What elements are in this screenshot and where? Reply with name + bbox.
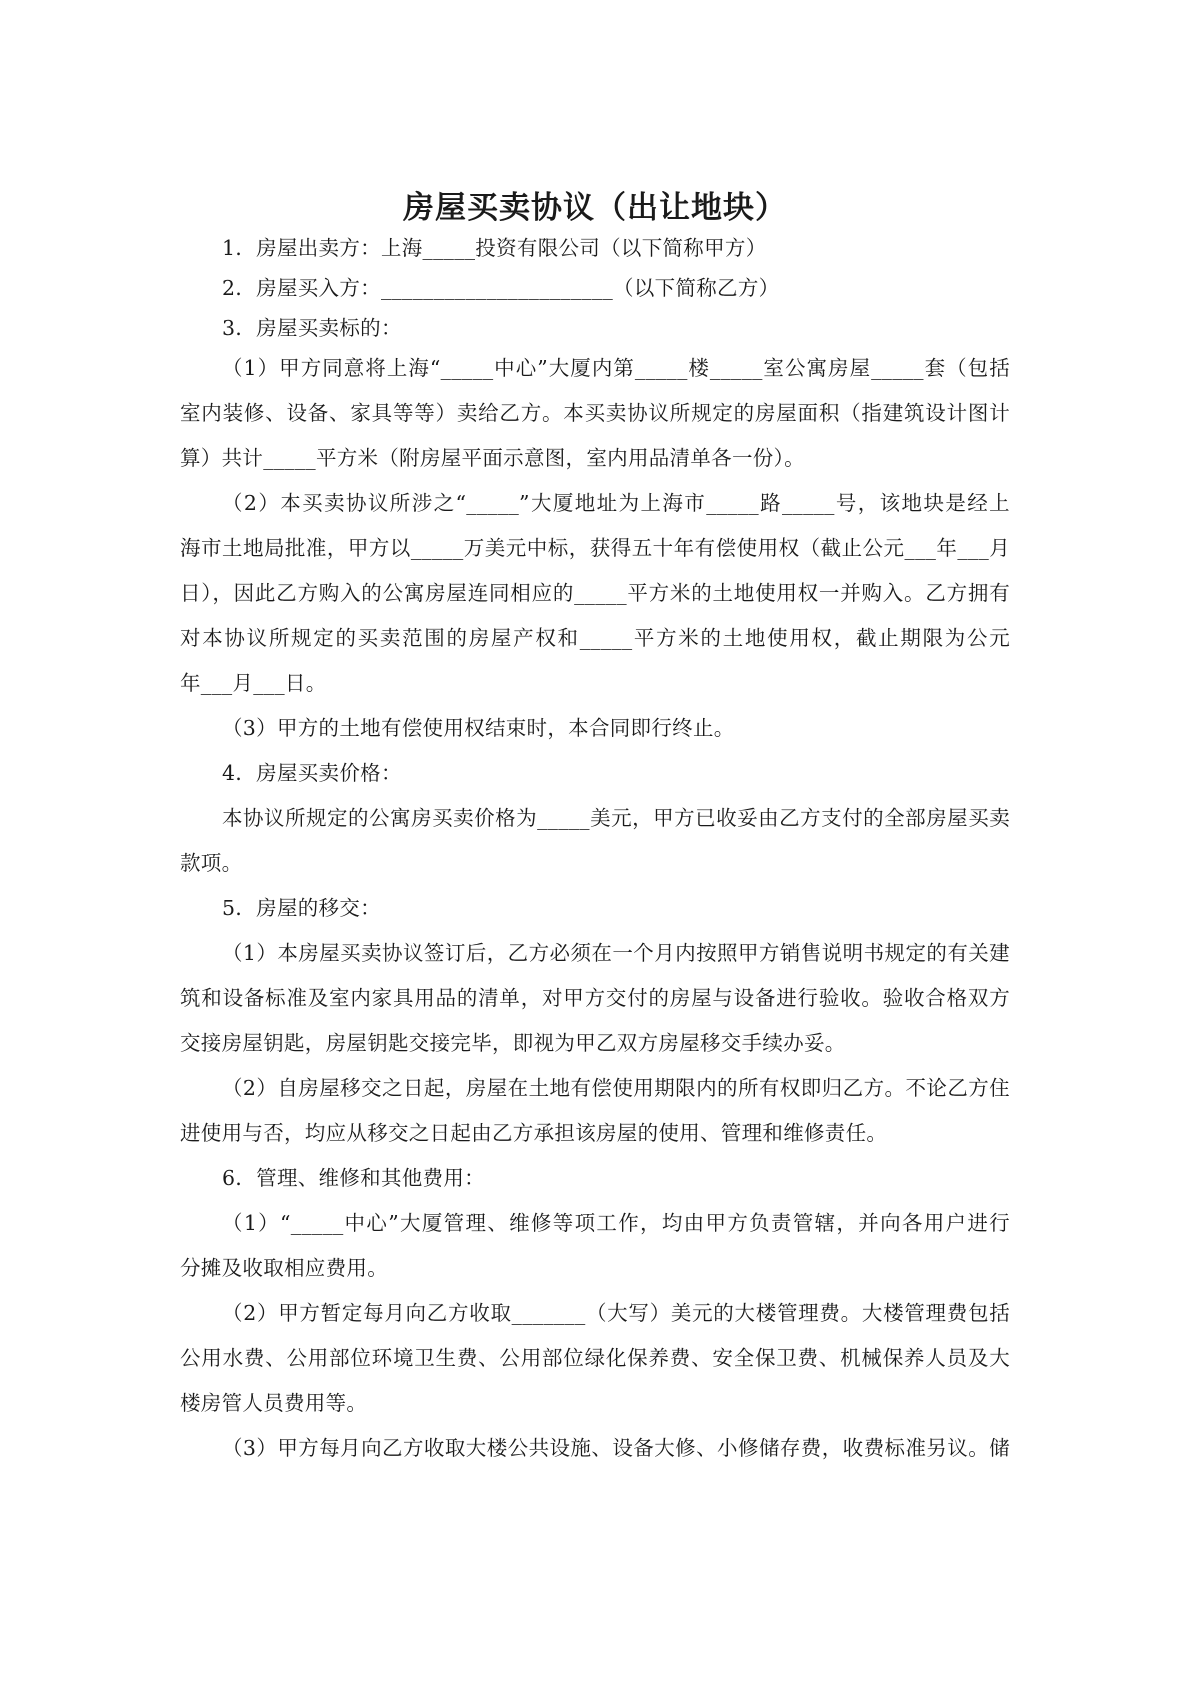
document-title: 房屋买卖协议（出让地块） xyxy=(403,190,787,226)
clause-6-2-line-3: 楼房管人员费用等。 xyxy=(180,1391,368,1415)
clause-5-1-line-1: （1）本房屋买卖协议签订后，乙方必须在一个月内按照甲方销售说明书规定的有关建 xyxy=(222,941,1010,965)
clause-5-1-line-3: 交接房屋钥匙，房屋钥匙交接完毕，即视为甲乙双方房屋移交手续办妥。 xyxy=(180,1031,846,1055)
clause-3-1-line-1: （1）甲方同意将上海“_____中心”大厦内第_____楼_____室公寓房屋_____套（包括 xyxy=(222,356,1010,380)
clause-6-heading: 6．管理、维修和其他费用： xyxy=(222,1166,485,1190)
clause-3-heading: 3．房屋买卖标的： xyxy=(222,316,402,340)
clause-4-line-2: 款项。 xyxy=(180,851,243,875)
clause-6-3-line-1: （3）甲方每月向乙方收取大楼公共设施、设备大修、小修储存费，收费标准另议。储 xyxy=(222,1436,1010,1460)
clause-3-1-line-2: 室内装修、设备、家具等等）卖给乙方。本买卖协议所规定的房屋面积（指建筑设计图计 xyxy=(180,401,1010,425)
clause-3-2-line-2: 海市土地局批准，甲方以_____万美元中标，获得五十年有偿使用权（截止公元___年___月 xyxy=(180,536,1010,560)
clause-1-seller: 1．房屋出卖方：上海_____投资有限公司（以下简称甲方） xyxy=(222,236,767,260)
clause-6-1-line-2: 分摊及收取相应费用。 xyxy=(180,1256,388,1280)
clause-5-heading: 5．房屋的移交： xyxy=(222,896,381,920)
clause-6-1-line-1: （1）“_____中心”大厦管理、维修等项工作，均由甲方负责管辖，并向各用户进行 xyxy=(222,1211,1010,1235)
clause-5-2-line-1: （2）自房屋移交之日起，房屋在土地有偿使用期限内的所有权即归乙方。不论乙方住 xyxy=(222,1076,1010,1100)
clause-4-line-1: 本协议所规定的公寓房买卖价格为_____美元，甲方已收妥由乙方支付的全部房屋买卖 xyxy=(222,806,1010,830)
clause-2-buyer: 2．房屋买入方：______________________（以下简称乙方） xyxy=(222,276,780,300)
clause-5-1-line-2: 筑和设备标准及室内家具用品的清单，对甲方交付的房屋与设备进行验收。验收合格双方 xyxy=(180,986,1010,1010)
clause-6-2-line-2: 公用水费、公用部位环境卫生费、公用部位绿化保养费、安全保卫费、机械保养人员及大 xyxy=(180,1346,1010,1370)
clause-4-heading: 4．房屋买卖价格： xyxy=(222,761,402,785)
clause-3-2-line-4: 对本协议所规定的买卖范围的房屋产权和_____平方米的土地使用权，截止期限为公元 xyxy=(180,626,1010,650)
clause-3-1-line-3: 算）共计_____平方米（附房屋平面示意图，室内用品清单各一份）。 xyxy=(180,446,805,470)
clause-3-2-line-1: （2）本买卖协议所涉之“_____”大厦地址为上海市_____路_____号，该地块是经上 xyxy=(222,491,1010,515)
clause-6-2-line-1: （2）甲方暂定每月向乙方收取_______（大写）美元的大楼管理费。大楼管理费包括 xyxy=(222,1301,1010,1325)
clause-3-2-line-3: 日），因此乙方购入的公寓房屋连同相应的_____平方米的土地使用权一并购入。乙方拥有 xyxy=(180,581,1010,605)
clause-3-3: （3）甲方的土地有偿使用权结束时，本合同即行终止。 xyxy=(222,716,735,740)
clause-5-2-line-2: 进使用与否，均应从移交之日起由乙方承担该房屋的使用、管理和维修责任。 xyxy=(180,1121,888,1145)
clause-3-2-line-5: 年___月___日。 xyxy=(180,671,327,695)
